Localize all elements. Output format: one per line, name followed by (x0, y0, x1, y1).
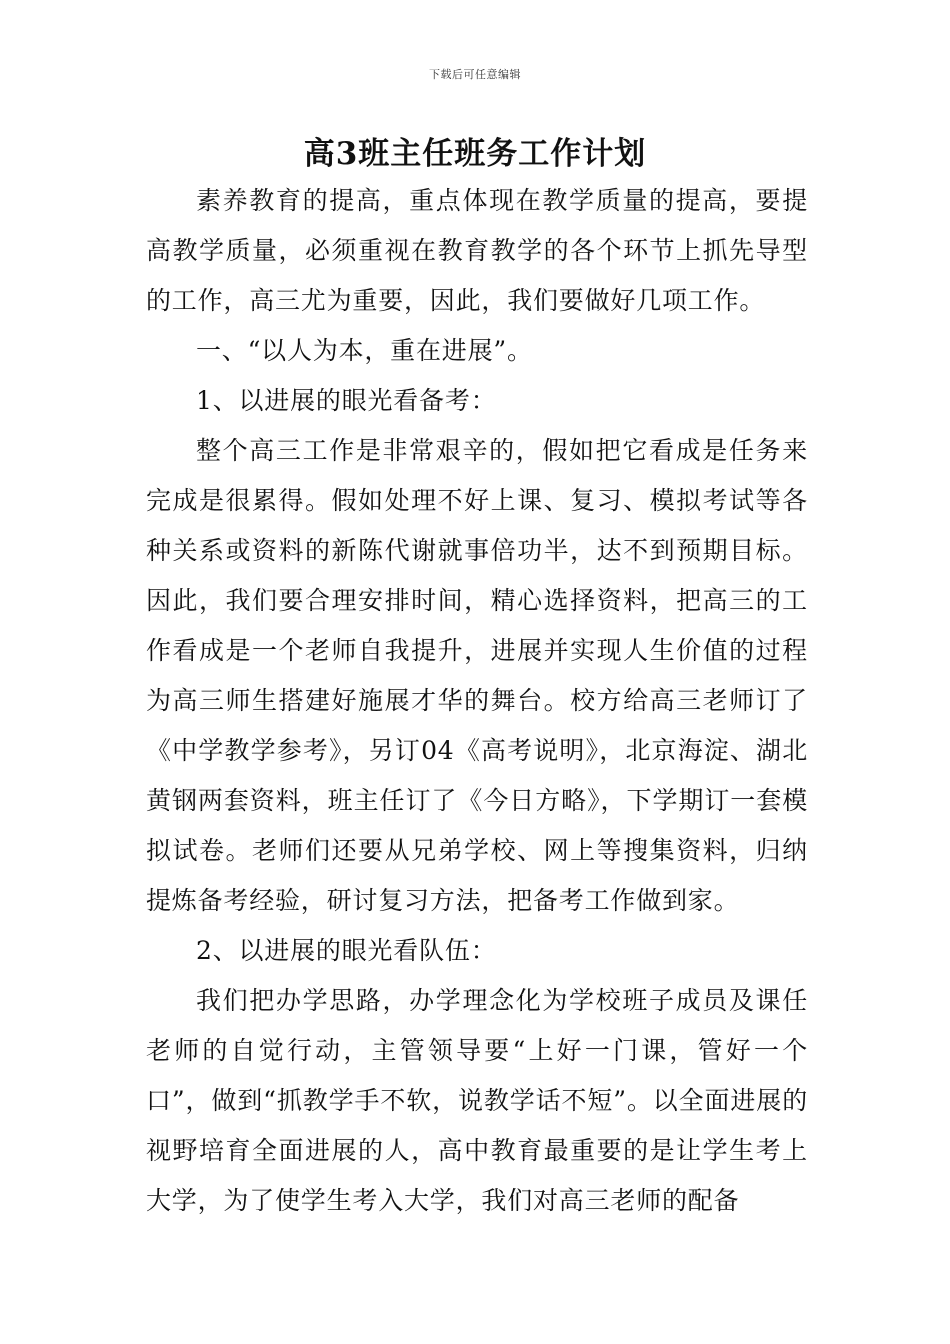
subsection-heading-2: 2、以进展的眼光看队伍： (196, 936, 497, 965)
paragraph-team: 我们把办学思路，办学理念化为学校班子成员及课任老师的自觉行动，主管领导要“上好一门课，管好一个口”，做到“抓教学手不软，说教学话不短”。以全面进展的视野培育全面进展的人，高中教育最重要的是让学生考上大学，为了使学生考入大学，我们对高三老师的配备 (146, 986, 808, 1215)
paragraph-intro: 素养教育的提高，重点体现在教学质量的提高，要提高教学质量，必须重视在教育教学的各个环节上抓先导型的工作，高三尤为重要，因此，我们要做好几项工作。 (146, 186, 808, 315)
header-note: 下载后可任意编辑 (429, 68, 521, 81)
paragraph-exam-prep: 整个高三工作是非常艰辛的，假如把它看成是任务来完成是很累得。假如处理不好上课、复习、模拟考试等各种关系或资料的新陈代谢就事倍功半，达不到预期目标。因此，我们要合理安排时间，精心选择资料，把高三的工作看成是一个老师自我提升，进展并实现人生价值的过程为高三师生搭建好施展才华的舞台。校方给高三老师订了《中学教学参考》，另订04《高考说明》，北京海淀、湖北黄钢两套资料，班主任订了《今日方略》，下学期订一套模拟试卷。老师们还要从兄弟学校、网上等搜集资料，归纳提炼备考经验，研讨复习方法，把备考工作做到家。 (146, 436, 808, 915)
document-title: 高3班主任班务工作计划 (303, 136, 647, 172)
section-heading-1: 一、“以人为本，重在进展”。 (196, 336, 533, 365)
document-body (146, 176, 808, 1226)
subsection-heading-1: 1、以进展的眼光看备考： (196, 386, 497, 415)
